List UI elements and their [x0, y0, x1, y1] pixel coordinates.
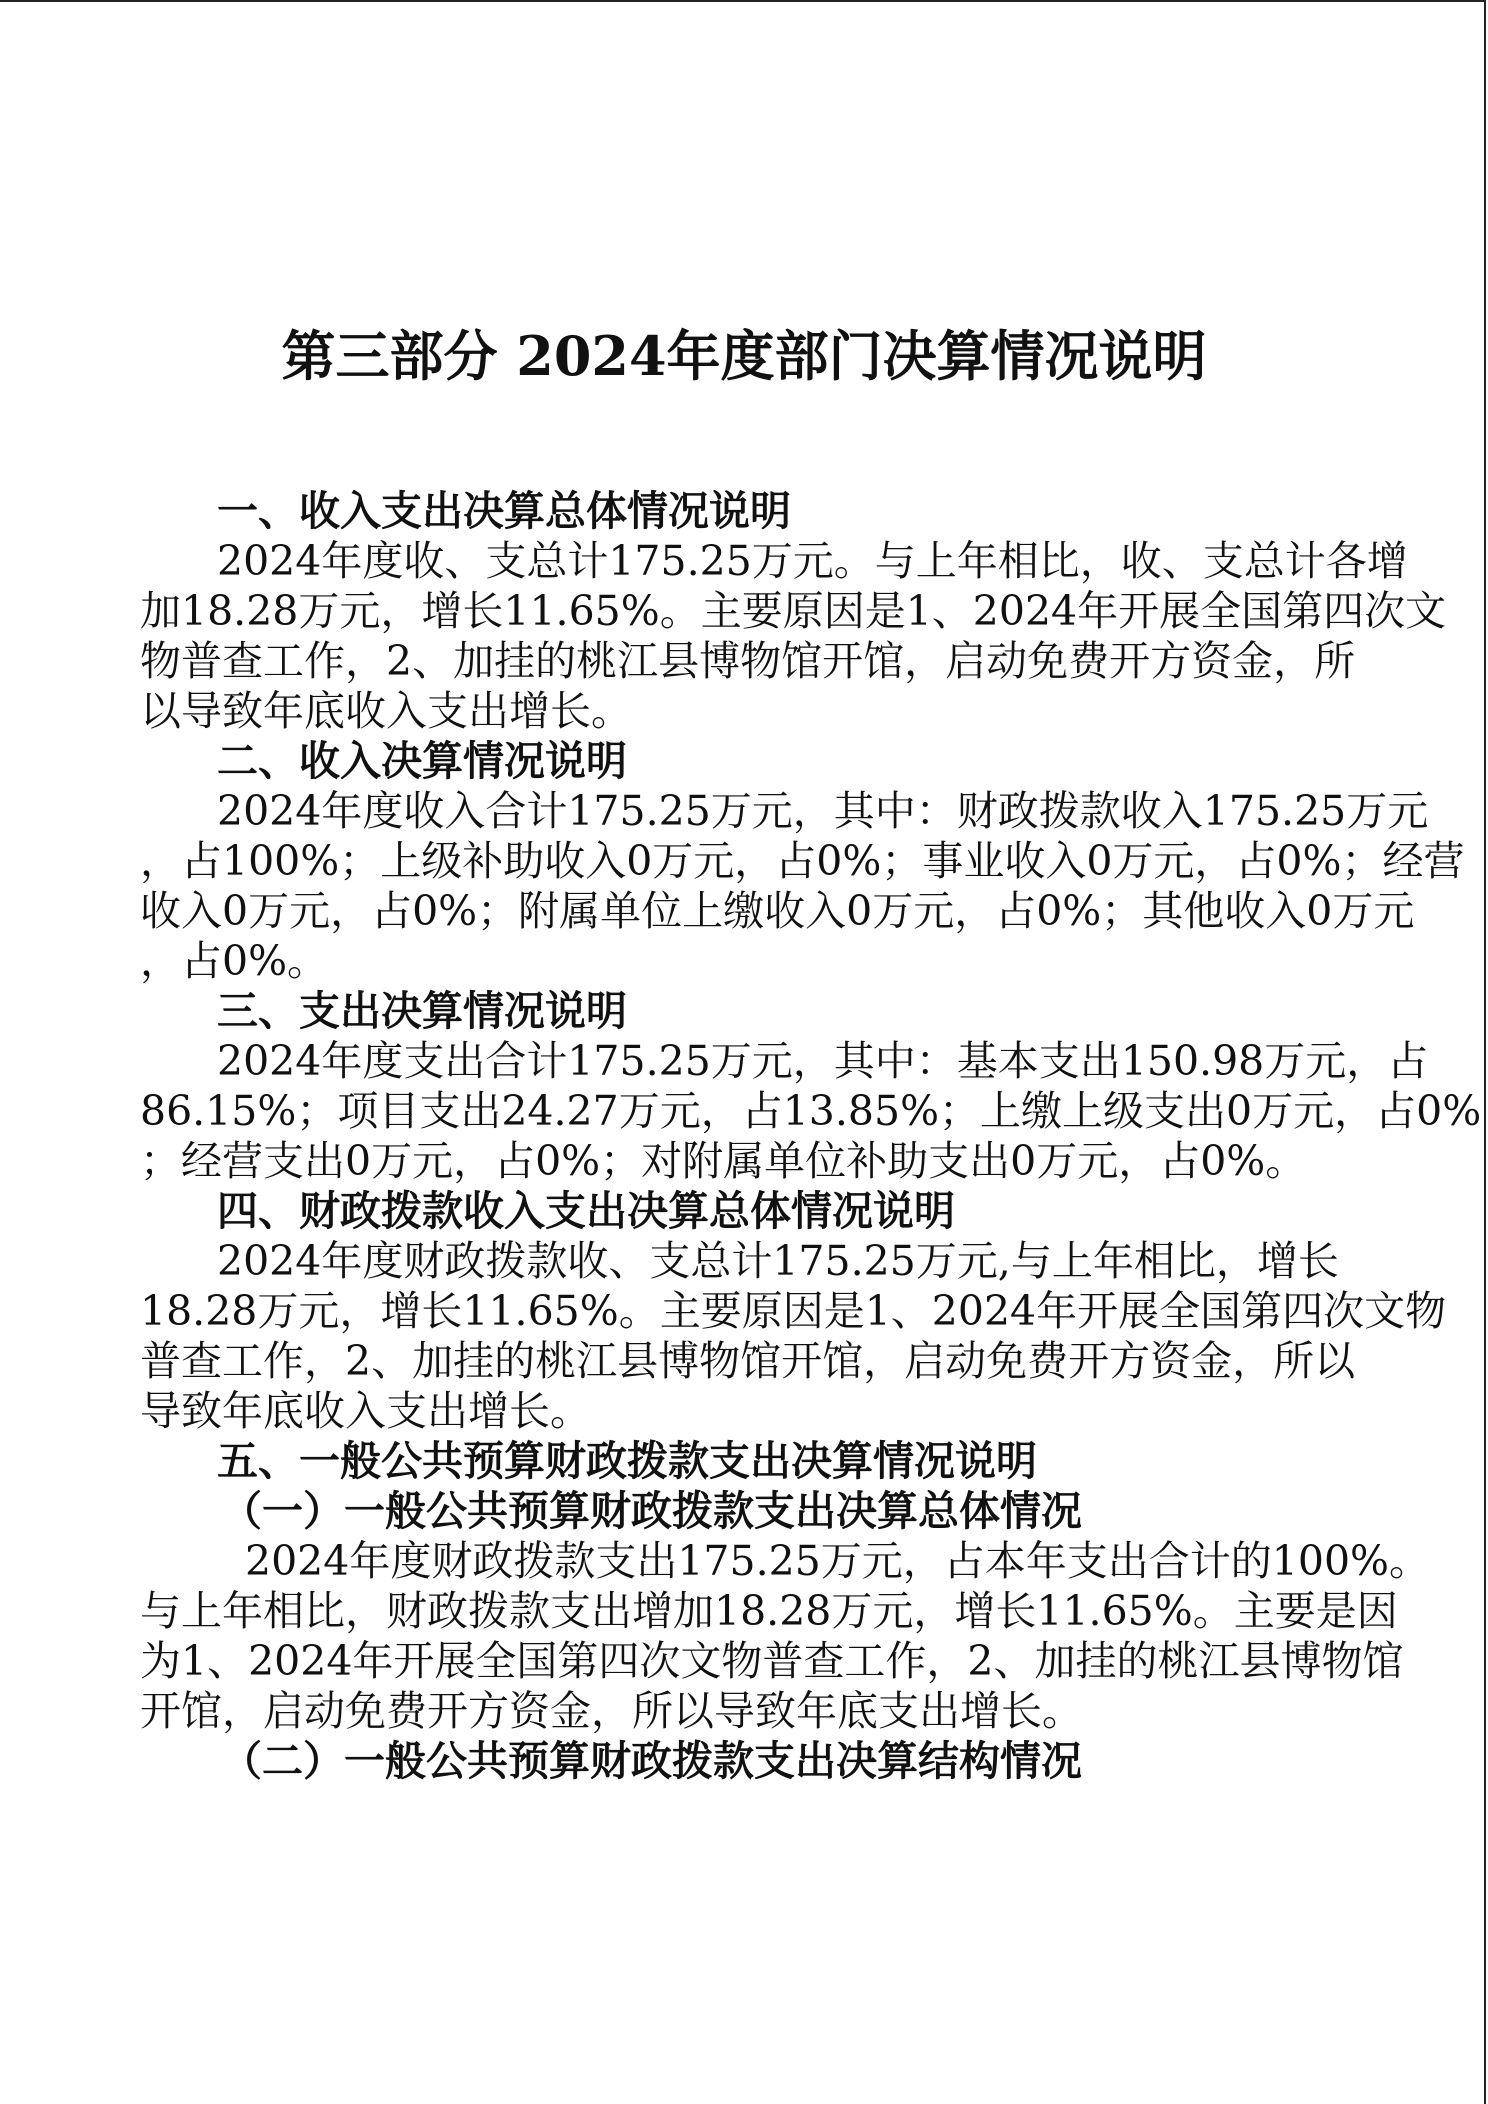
page-title: 第三部分 2024年度部门决算情况说明 [281, 324, 1207, 388]
paragraph-line: 86.15%；项目支出24.27万元，占13.85%；上缴上级支出0万元，占0% [140, 1087, 1482, 1135]
paragraph-line: 以导致年底收入支出增长。 [140, 687, 632, 735]
paragraph-line: 收入0万元，占0%；附属单位上缴收入0万元，占0%；其他收入0万元 [140, 887, 1415, 935]
subsection-heading: （一）一般公共预算财政拨款支出决算总体情况 [221, 1487, 1082, 1535]
paragraph-line: 2024年度财政拨款支出175.25万元，占本年支出合计的100%。 [245, 1537, 1431, 1585]
subsection-heading: （二）一般公共预算财政拨款支出决算结构情况 [221, 1737, 1082, 1785]
paragraph-line: 加18.28万元，增长11.65%。主要原因是1、2024年开展全国第四次文 [140, 587, 1447, 635]
section-heading: 五、一般公共预算财政拨款支出决算情况说明 [217, 1437, 1037, 1485]
paragraph-line: 2024年度支出合计175.25万元，其中：基本支出150.98万元，占 [217, 1037, 1429, 1085]
paragraph-line: ，占100%；上级补助收入0万元，占0%；事业收入0万元，占0%；经营 [140, 837, 1465, 885]
paragraph-line: 物普查工作，2、加挂的桃江县博物馆开馆，启动免费开方资金，所 [140, 637, 1356, 685]
paragraph-line: 为1、2024年开展全国第四次文物普查工作，2、加挂的桃江县博物馆 [140, 1637, 1404, 1685]
paragraph-line: 开馆，启动免费开方资金，所以导致年底支出增长。 [140, 1687, 1083, 1735]
paragraph-line: ；经营支出0万元，占0%；对附属单位补助支出0万元，占0%。 [140, 1137, 1307, 1185]
paragraph-line: 导致年底收入支出增长。 [140, 1387, 591, 1435]
paragraph-line: 2024年度收、支总计175.25万元。与上年相比，收、支总计各增 [217, 537, 1408, 585]
document-body [140, 486, 1482, 1786]
paragraph-line: 2024年度收入合计175.25万元，其中：财政拨款收入175.25万元 [217, 787, 1429, 835]
section-heading: 一、收入支出决算总体情况说明 [217, 487, 791, 535]
paragraph-line: 2024年度财政拨款收、支总计175.25万元,与上年相比，增长 [217, 1237, 1339, 1285]
paragraph-line: 普查工作，2、加挂的桃江县博物馆开馆，启动免费开方资金，所以 [140, 1337, 1356, 1385]
paragraph-line: ，占0%。 [140, 937, 329, 985]
section-heading: 二、收入决算情况说明 [217, 737, 627, 785]
section-heading: 三、支出决算情况说明 [217, 987, 627, 1035]
section-heading: 四、财政拨款收入支出决算总体情况说明 [217, 1187, 955, 1235]
paragraph-line: 与上年相比，财政拨款支出增加18.28万元，增长11.65%。主要是因 [140, 1587, 1398, 1635]
paragraph-line: 18.28万元，增长11.65%。主要原因是1、2024年开展全国第四次文物 [140, 1287, 1447, 1335]
